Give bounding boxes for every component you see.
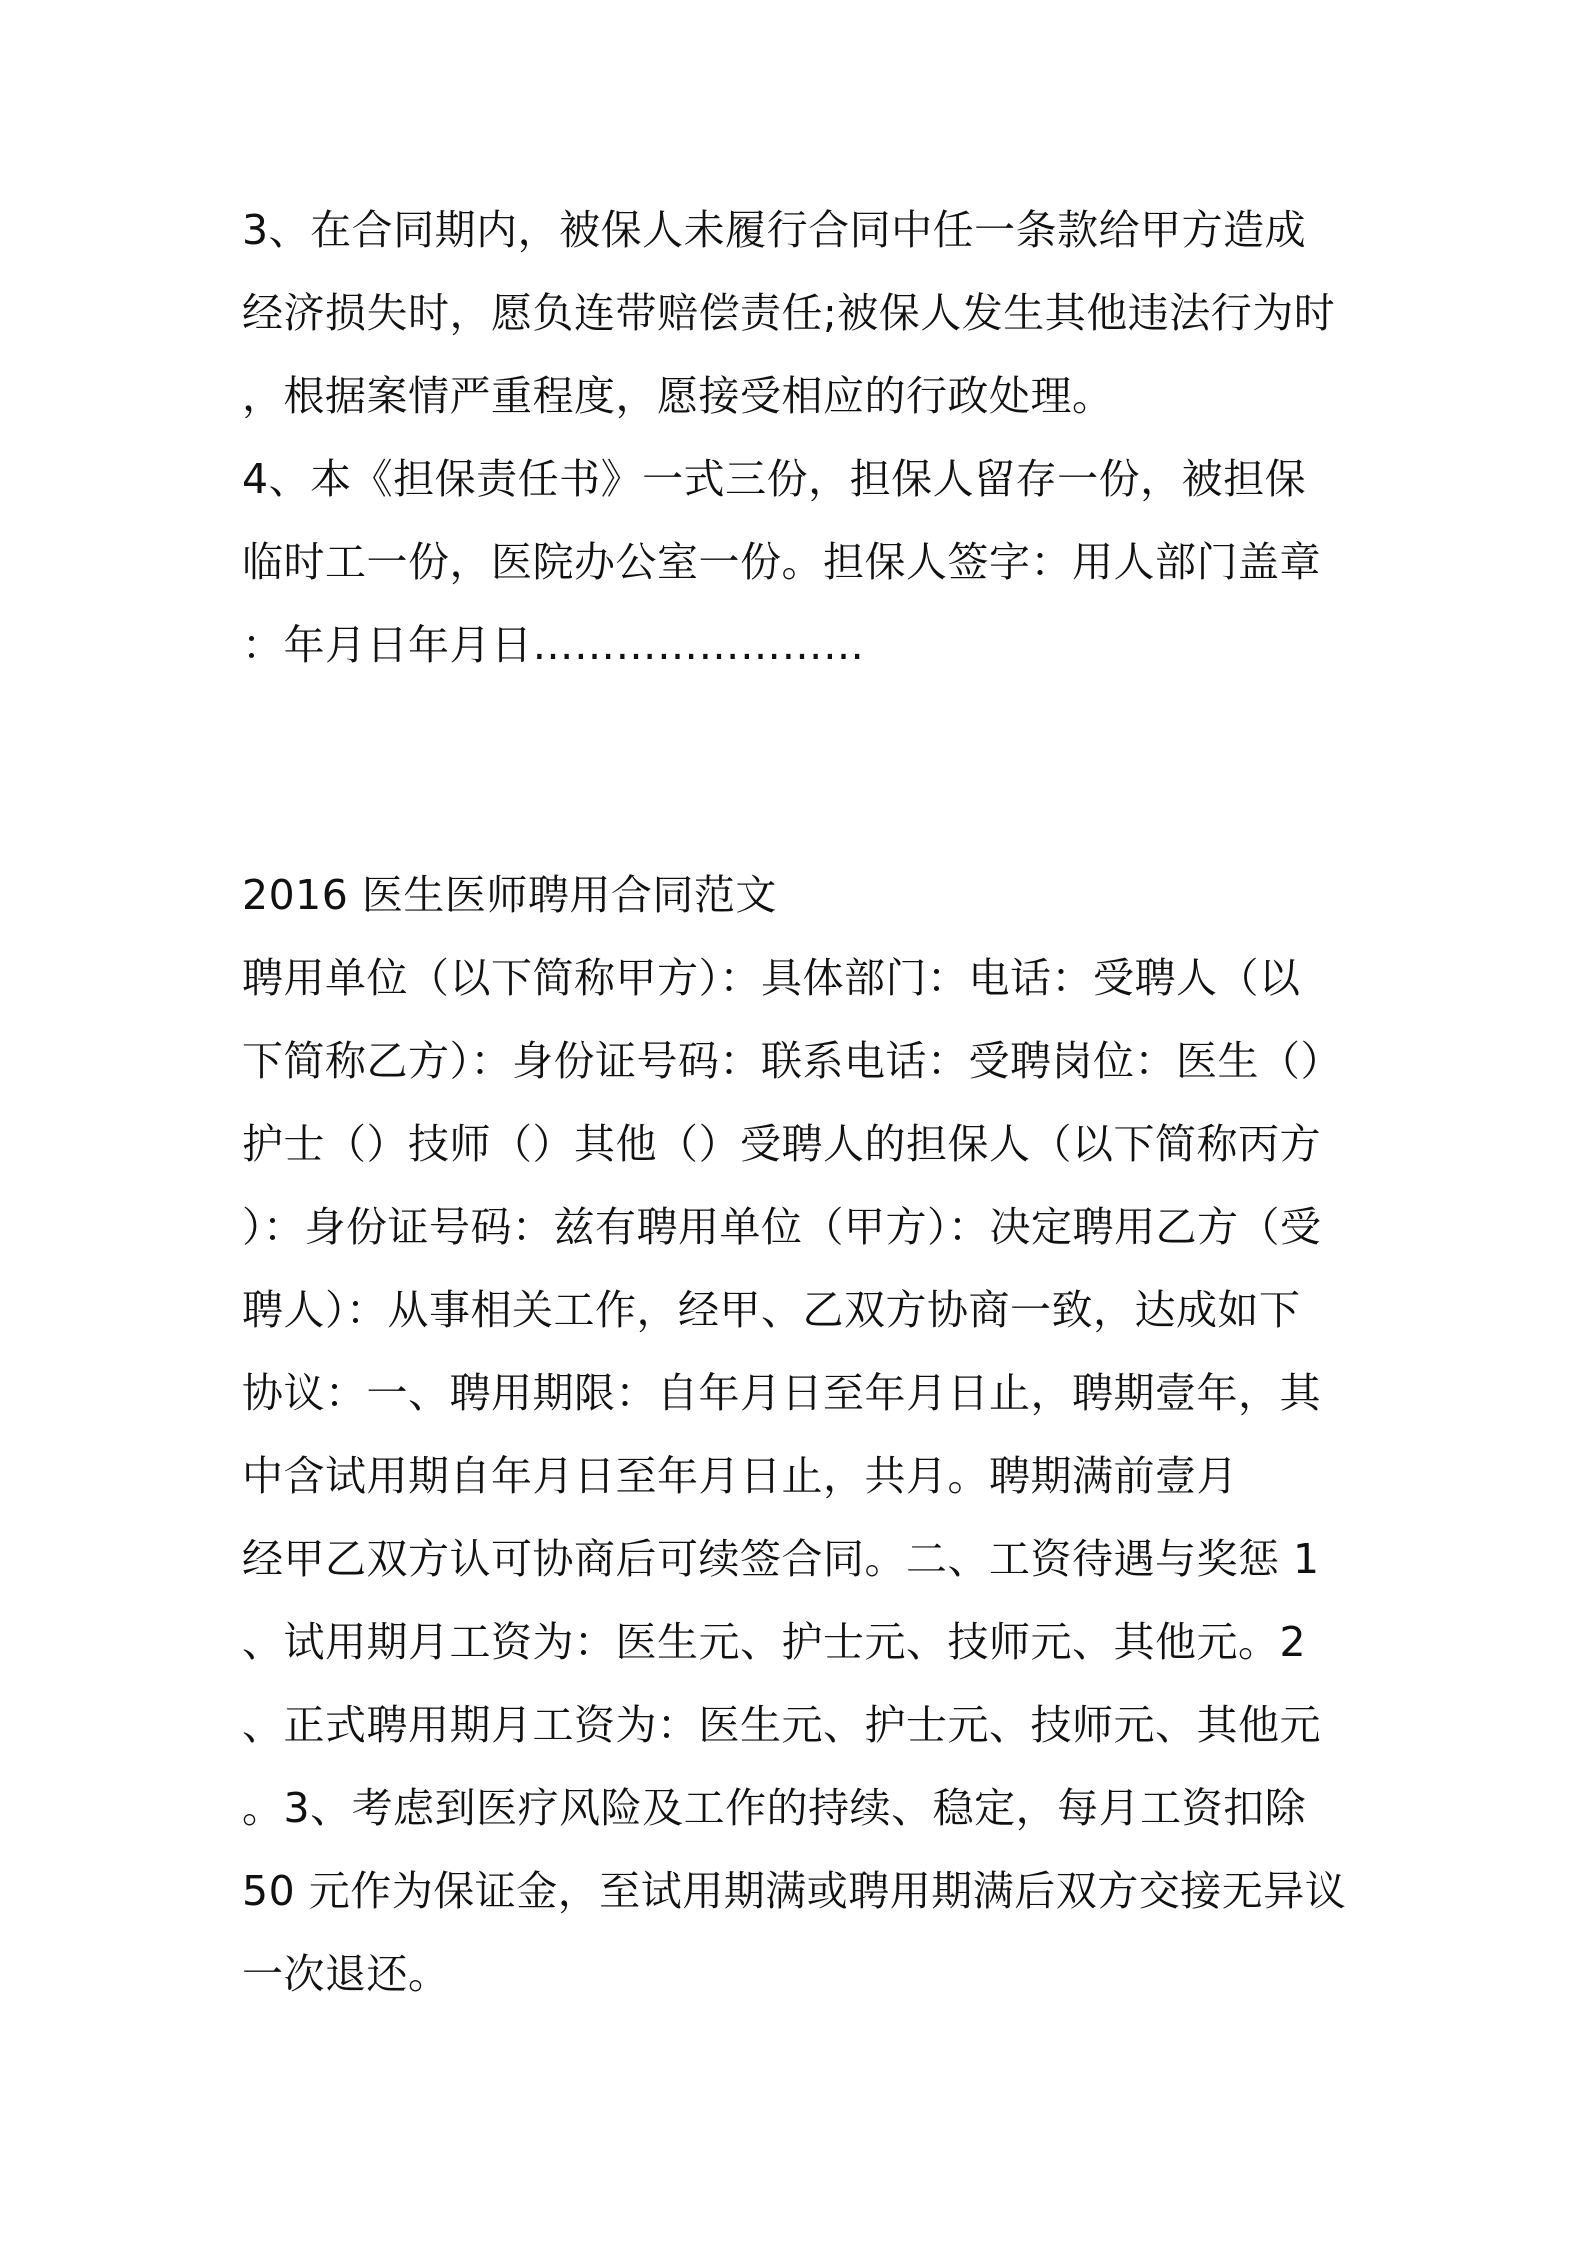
paragraph-line: 。3、考虑到医疗风险及工作的持续、稳定，每月工资扣除: [242, 1784, 1307, 1832]
paragraph-line: 一次退还。: [242, 1950, 450, 1998]
paragraph-line: 临时工一份，医院办公室一份。担保人签字：用人部门盖章: [242, 538, 1321, 586]
paragraph-line: 护士（）技师（）其他（）受聘人的担保人（以下简称丙方: [242, 1120, 1321, 1168]
paragraph-line: 协议：一、聘用期限：自年月日至年月日止，聘期壹年，其: [242, 1369, 1321, 1417]
paragraph-line: 50 元作为保证金，至试用期满或聘用期满后双方交接无异议: [242, 1867, 1347, 1915]
paragraph-line: ：年月日年月日……………………: [242, 621, 865, 669]
paragraph-line: 3、在合同期内，被保人未履行合同中任一条款给甲方造成: [242, 206, 1307, 254]
paragraph-line: 4、本《担保责任书》一式三份，担保人留存一份，被担保: [242, 455, 1307, 503]
paragraph-line: 中含试用期自年月日至年月日止，共月。聘期满前壹月: [242, 1452, 1238, 1500]
paragraph-line: ，根据案情严重程度，愿接受相应的行政处理。: [242, 372, 1114, 420]
paragraph-line: 聘用单位（以下简称甲方）：具体部门：电话：受聘人（以: [242, 954, 1301, 1002]
paragraph-line: 经甲乙双方认可协商后可续签合同。二、工资待遇与奖惩 1: [242, 1535, 1320, 1583]
paragraph-line: 、试用期月工资为：医生元、护士元、技师元、其他元。2: [242, 1618, 1307, 1666]
paragraph-line: 、正式聘用期月工资为：医生元、护士元、技师元、其他元: [242, 1701, 1321, 1749]
paragraph-line: 聘人）：从事相关工作，经甲、乙双方协商一致，达成如下: [242, 1286, 1301, 1334]
paragraph-line: 经济损失时，愿负连带赔偿责任;被保人发生其他违法行为时: [242, 289, 1336, 337]
paragraph-line: ）：身份证号码：兹有聘用单位（甲方）：决定聘用乙方（受: [242, 1203, 1322, 1251]
document-title: 2016 医生医师聘用合同范文: [242, 871, 777, 919]
paragraph-line: 下简称乙方）：身份证号码：联系电话：受聘岗位：医生（）: [242, 1037, 1342, 1085]
